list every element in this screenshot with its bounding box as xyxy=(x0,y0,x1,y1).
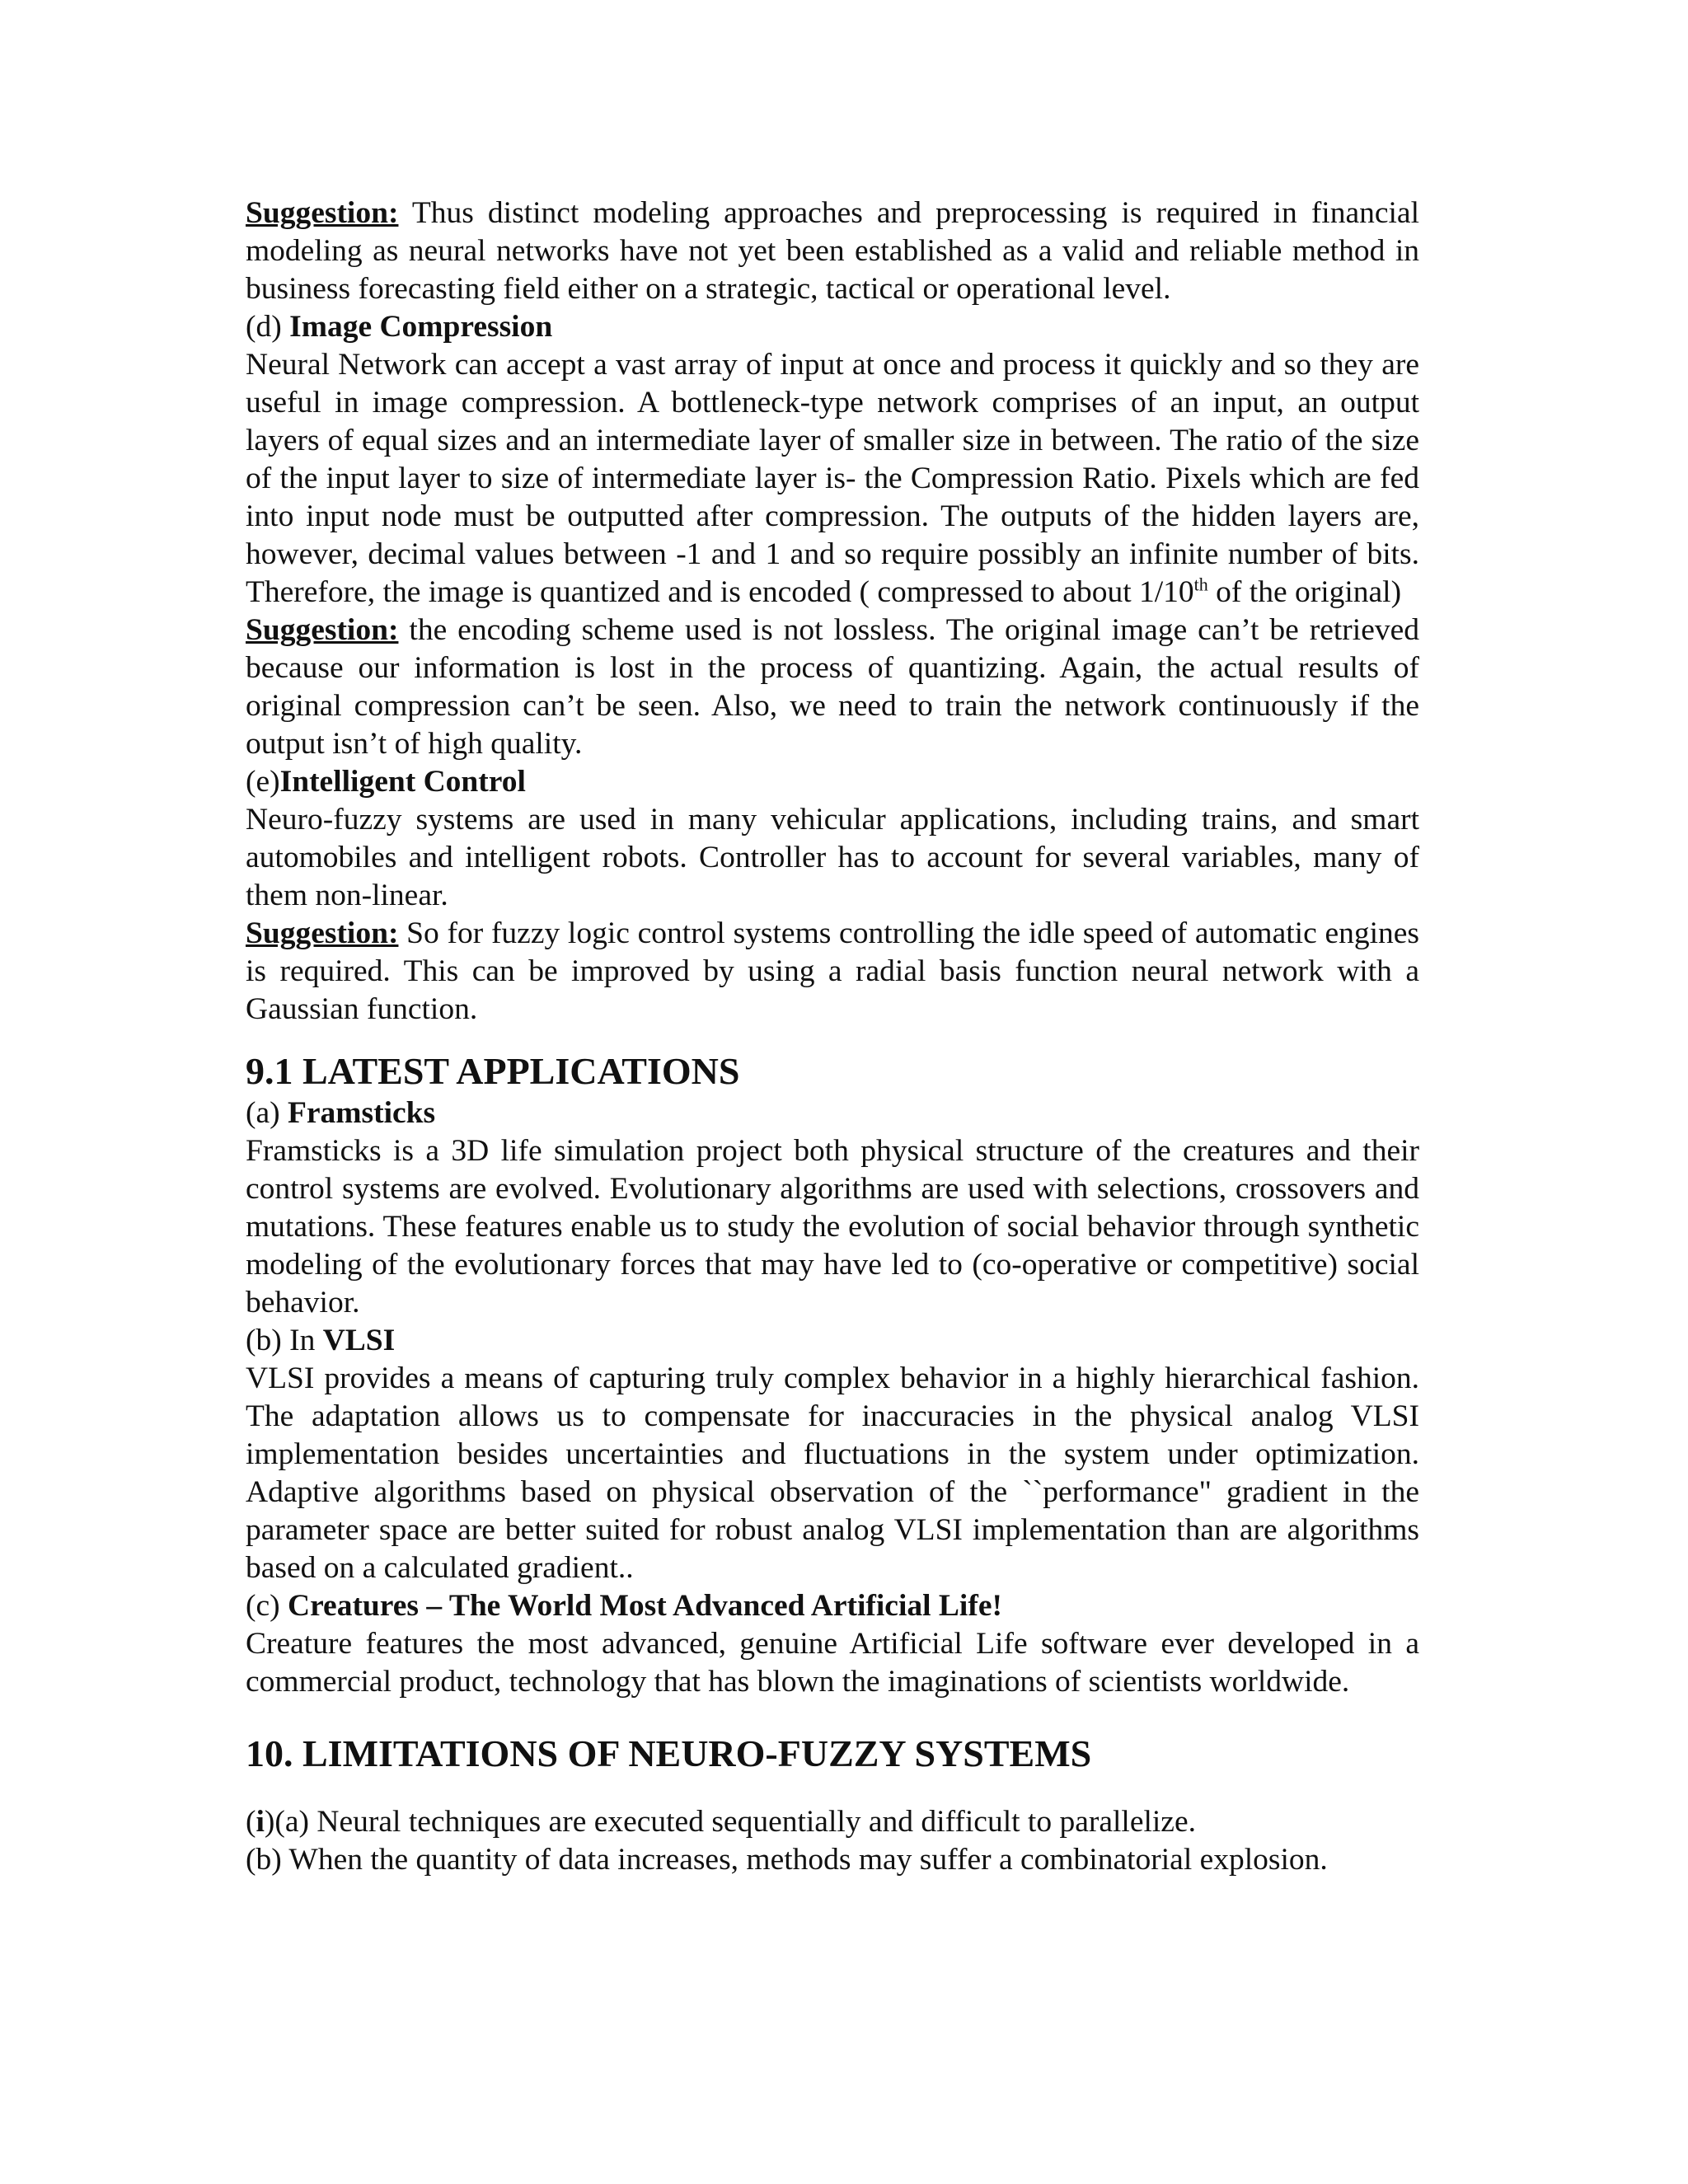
finance-suggestion-paragraph xyxy=(246,194,1419,308)
heading-title: VLSI xyxy=(322,1324,396,1357)
suggestion-text: the encoding scheme used is not lossless. The original image can’t be retrieved because our information is lost in the process of quantizing. Again, the actual results of original compression can’t be seen. Also, we need to train the network continuously if the output isn’t of high quality. xyxy=(246,613,1419,761)
framsticks-heading xyxy=(246,1094,1419,1132)
limitation-item-b: (b) When the quantity of data increases, methods may suffer a combinatorial explosion. xyxy=(246,1843,1328,1877)
intelligent-control-heading xyxy=(246,763,1419,801)
body-text: Neural Network can accept a vast array of input at once and process it quickly and so they are useful in image compression. A bottleneck-type network comprises of an input, an output layers of equal sizes and an intermediate layer of smaller size in between. The ratio of the size of the input layer to size of intermediate layer is- the Compression Ratio. Pixels which are fed into input node must be outputted after compression. The outputs of the hidden layers are, however, decimal values between -1 and 1 and so require possibly an infinite number of bits. Therefore, the image is quantized and is encoded ( compressed to about 1/10 xyxy=(246,348,1419,609)
heading-prefix: (d) xyxy=(246,310,290,344)
intelligent-control-suggestion xyxy=(246,915,1419,1029)
heading-title: Image Compression xyxy=(289,310,553,344)
suggestion-label: Suggestion: xyxy=(246,916,399,950)
item-roman-numeral: i xyxy=(256,1805,265,1839)
suggestion-label: Suggestion: xyxy=(246,613,399,647)
creatures-heading xyxy=(246,1587,1419,1625)
superscript-th: th xyxy=(1193,574,1208,595)
item-paren-close: ) xyxy=(264,1805,275,1839)
suggestion-label: Suggestion: xyxy=(246,196,399,230)
item-text: (a) Neural techniques are executed sequentially and difficult to parallelize. xyxy=(274,1805,1196,1839)
image-compression-body xyxy=(246,346,1419,612)
image-compression-suggestion xyxy=(246,612,1419,763)
item-paren-open: ( xyxy=(246,1805,256,1839)
heading-title: Creatures – The World Most Advanced Artificial Life! xyxy=(288,1589,1002,1623)
vlsi-body: VLSI provides a means of capturing truly complex behavior in a highly hierarchical fashion. The adaptation allows us to compensate for inaccuracies in the physical analog VLSI implementation besides uncertainties and fluctuations in the system under optimization. Adaptive algorithms based on physical observation of the ``performance" gradient in the parameter space are better suited for robust analog VLSI implementation than are algorithms based on a calculated gradient.. xyxy=(246,1361,1419,1585)
suggestion-text: So for fuzzy logic control systems controlling the idle speed of automatic engines is required. This can be improved by using a radial basis function neural network with a Gaussian function. xyxy=(246,916,1419,1026)
heading-title: Framsticks xyxy=(288,1096,436,1130)
heading-prefix: (a) xyxy=(246,1096,288,1130)
heading-prefix: (e) xyxy=(246,765,280,799)
heading-prefix: (c) xyxy=(246,1589,288,1623)
creatures-body: Creature features the most advanced, genuine Artificial Life software ever developed in a commercial product, technology that has blown the imaginations of scientists worldwide. xyxy=(246,1627,1419,1699)
image-compression-heading xyxy=(246,308,1419,346)
heading-prefix: (b) In xyxy=(246,1324,323,1357)
intelligent-control-body: Neuro-fuzzy systems are used in many vehicular applications, including trains, and smart automobiles and intelligent robots. Controller has to account for several variables, many of them non-linear. xyxy=(246,803,1419,912)
suggestion-text: Thus distinct modeling approaches and preprocessing is required in financial modeling as neural networks have not yet been established as a valid and reliable method in business forecasting field either on a strategic, tactical or operational level. xyxy=(246,196,1419,306)
section-heading-limitations: 10. LIMITATIONS OF NEURO-FUZZY SYSTEMS xyxy=(246,1732,1092,1774)
document-page xyxy=(246,194,1419,1879)
heading-title: Intelligent Control xyxy=(279,765,526,799)
vlsi-heading xyxy=(246,1322,1419,1360)
section-heading-latest-applications: 9.1 LATEST APPLICATIONS xyxy=(246,1050,740,1092)
framsticks-body: Framsticks is a 3D life simulation project both physical structure of the creatures and their control systems are evolved. Evolutionary algorithms are used with selections, crossovers and mutations. These features enable us to study the evolution of social behavior through synthetic modeling of the evolutionary forces that may have led to (co-operative or competitive) social behavior. xyxy=(246,1134,1419,1319)
body-text-end: of the original) xyxy=(1207,575,1402,609)
limitation-item-a xyxy=(246,1803,1419,1841)
